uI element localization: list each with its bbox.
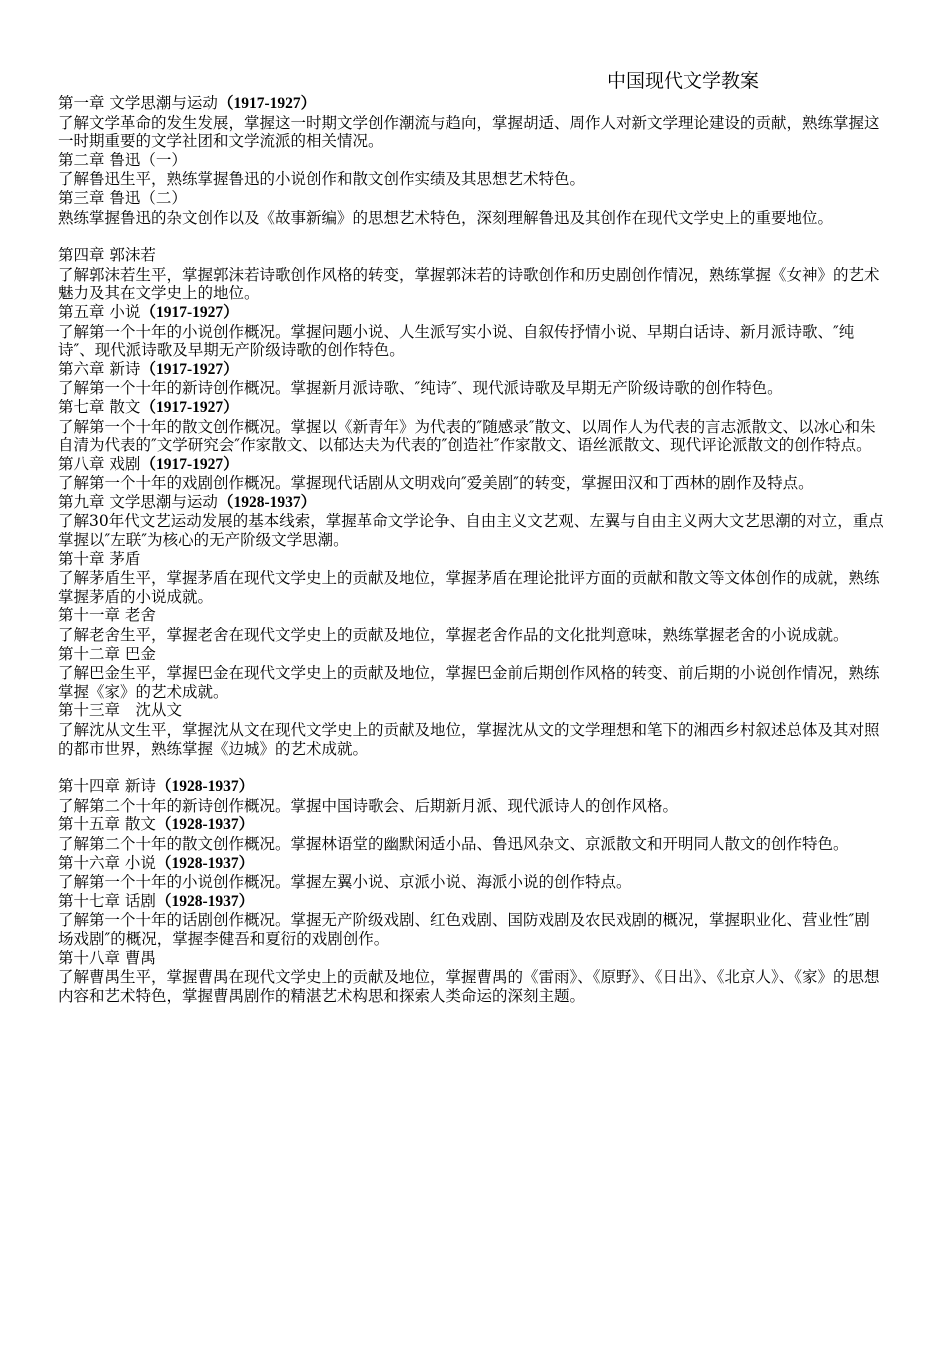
chapter-3 [58, 189, 884, 227]
chapter-description: 了解鲁迅生平，熟练掌握鲁迅的小说创作和散文创作实绩及其思想艺术特色。 [58, 170, 586, 189]
chapter-1 [58, 94, 884, 151]
chapter-11 [58, 606, 884, 644]
chapter-description: 了解老舍生平，掌握老舍在现代文学史上的贡献及地位，掌握老舍作品的文化批判意味，熟练掌握老舍的小说成就。 [58, 626, 849, 645]
section-gap [58, 758, 884, 777]
chapter-years: （1928-1937） [155, 778, 255, 796]
chapter-heading [58, 303, 884, 323]
chapter-title: 第十八章 曹禺 [58, 948, 156, 967]
chapter-4 [58, 246, 884, 303]
chapter-heading [58, 892, 884, 912]
chapter-title: 第六章 新诗 [58, 359, 141, 378]
chapter-heading [58, 189, 884, 209]
chapter-5 [58, 303, 884, 360]
chapter-description: 了解第二个十年的散文创作概况。掌握林语堂的幽默闲适小品、鲁迅风杂文、京派散文和开明同人散文的创作特色。 [58, 834, 849, 853]
chapter-7 [58, 398, 884, 455]
chapter-title: 第十七章 话剧 [58, 891, 156, 910]
chapter-title: 第三章 鲁迅（二） [58, 188, 187, 207]
chapter-title: 第十六章 小说 [58, 853, 156, 872]
chapter-years: （1928-1937） [155, 892, 255, 910]
chapter-8 [58, 455, 884, 493]
chapter-years: （1928-1937） [217, 493, 317, 511]
chapter-heading [58, 777, 884, 797]
chapter-heading [58, 246, 884, 266]
chapter-description: 了解第一个十年的戏剧创作概况。掌握现代话剧从文明戏向″爱美剧″的转变，掌握田汉和丁西林的剧作及特点。 [58, 474, 814, 493]
chapter-description: 了解沈从文生平，掌握沈从文在现代文学史上的贡献及地位，掌握沈从文的文学理想和笔下的湘西乡村叙述总体及其对照的都市世界，熟练掌握《边城》的艺术成就。 [58, 721, 880, 758]
chapter-17 [58, 892, 884, 949]
chapter-description: 了解茅盾生平，掌握茅盾在现代文学史上的贡献及地位，掌握茅盾在理论批评方面的贡献和散文等文体创作的成就，熟练掌握茅盾的小说成就。 [58, 569, 880, 606]
chapter-14 [58, 777, 884, 815]
chapter-description: 熟练掌握鲁迅的杂文创作以及《故事新编》的思想艺术特色，深刻理解鲁迅及其创作在现代文学史上的重要地位。 [58, 208, 834, 227]
chapter-15 [58, 815, 884, 853]
chapter-9 [58, 493, 884, 550]
chapter-heading [58, 949, 884, 969]
chapter-years: （1917-1927） [217, 95, 317, 112]
chapter-title: 第十五章 散文 [58, 815, 156, 834]
chapter-years: （1928-1937） [155, 854, 255, 872]
document-title: 中国现代文学教案 [607, 70, 760, 92]
chapter-description: 了解郭沫若生平，掌握郭沫若诗歌创作风格的转变，掌握郭沫若的诗歌创作和历史剧创作情况，熟练掌握《女神》的艺术魅力及其在文学史上的地位。 [58, 265, 880, 303]
chapter-heading [58, 151, 884, 171]
chapter-12 [58, 645, 884, 702]
chapter-description: 了解30年代文艺运动发展的基本线索，掌握革命文学论争、自由主义文艺观、左翼与自由主义两大文艺思潮的对立，重点掌握以″左联″为核心的无产阶级文学思潮。 [58, 512, 884, 550]
chapter-description: 了解第二个十年的新诗创作概况。掌握中国诗歌会、后期新月派、现代派诗人的创作风格。 [58, 796, 679, 815]
section-gap [58, 227, 884, 246]
chapter-title: 第十四章 新诗 [58, 777, 156, 796]
chapter-title: 第七章 散文 [58, 397, 141, 416]
chapter-heading [58, 606, 884, 626]
chapter-description: 了解第一个十年的小说创作概况。掌握左翼小说、京派小说、海派小说的创作特点。 [58, 873, 632, 892]
chapter-heading [58, 854, 884, 874]
chapter-6 [58, 360, 884, 398]
chapter-heading [58, 550, 884, 570]
chapter-10 [58, 550, 884, 607]
chapter-heading [58, 645, 884, 665]
chapter-heading [58, 455, 884, 475]
chapter-years: （1917-1927） [140, 360, 239, 378]
chapter-16 [58, 854, 884, 892]
chapter-title: 第十章 茅盾 [58, 549, 141, 568]
chapter-heading [58, 360, 884, 380]
chapter-description: 了解第一个十年的话剧创作概况。掌握无产阶级戏剧、红色戏剧、国防戏剧及农民戏剧的概况，掌握职业化、营业性″剧场戏剧″的概况，掌握李健吾和夏衍的戏剧创作。 [58, 911, 870, 948]
chapter-heading [58, 701, 884, 721]
chapter-title: 第九章 文学思潮与运动 [58, 492, 218, 511]
chapter-description: 了解第一个十年的散文创作概况。掌握以《新青年》为代表的″随感录″散文、以周作人为代表的言志派散文、以冰心和朱自清为代表的″文学研究会″作家散文、以郁达夫为代表的″创造社″作家散文、语丝派散文、现代评论派散文的创作特点。 [58, 417, 876, 455]
chapter-description: 了解第一个十年的新诗创作概况。掌握新月派诗歌、″纯诗″、现代派诗歌及早期无产阶级诗歌的创作特色。 [58, 379, 783, 398]
chapter-years: （1917-1927） [140, 398, 239, 416]
chapter-title: 第二章 鲁迅（一） [58, 150, 187, 169]
chapter-description: 了解曹禺生平，掌握曹禺在现代文学史上的贡献及地位，掌握曹禺的《雷雨》、《原野》、《日出》、《北京人》、《家》的思想内容和艺术特色，掌握曹禺剧作的精湛艺术构思和探索人类命运的深刻主题。 [58, 968, 880, 1005]
chapter-title: 第十三章 沈从文 [58, 701, 183, 720]
chapter-heading [58, 815, 884, 835]
chapter-2 [58, 151, 884, 189]
chapter-title: 第五章 小说 [58, 302, 141, 321]
chapter-description: 了解巴金生平，掌握巴金在现代文学史上的贡献及地位，掌握巴金前后期创作风格的转变、前后期的小说创作情况，熟练掌握《家》的艺术成就。 [58, 664, 880, 701]
chapter-13 [58, 701, 884, 758]
chapter-title: 第十二章 巴金 [58, 644, 156, 663]
chapter-years: （1928-1937） [155, 816, 255, 834]
chapter-title: 第一章 文学思潮与运动 [58, 94, 218, 112]
chapter-title: 第四章 郭沫若 [58, 246, 156, 265]
chapter-description: 了解第一个十年的小说创作概况。掌握问题小说、人生派写实小说、自叙传抒情小说、早期白话诗、新月派诗歌、″纯诗″、现代派诗歌及早期无产阶级诗歌的创作特色。 [58, 322, 855, 360]
chapter-description: 了解文学革命的发生发展，掌握这一时期文学创作潮流与趋向，掌握胡适、周作人对新文学理论建设的贡献，熟练掌握这一时期重要的文学社团和文学流派的相关情况。 [58, 113, 880, 151]
chapter-18 [58, 949, 884, 1006]
chapter-years: （1917-1927） [140, 455, 239, 473]
document-body [58, 94, 884, 1005]
chapter-title: 第十一章 老舍 [58, 606, 156, 625]
chapter-heading [58, 398, 884, 418]
chapter-heading [58, 94, 884, 114]
chapter-heading [58, 493, 884, 513]
chapter-title: 第八章 戏剧 [58, 454, 141, 473]
chapter-years: （1917-1927） [140, 303, 239, 321]
